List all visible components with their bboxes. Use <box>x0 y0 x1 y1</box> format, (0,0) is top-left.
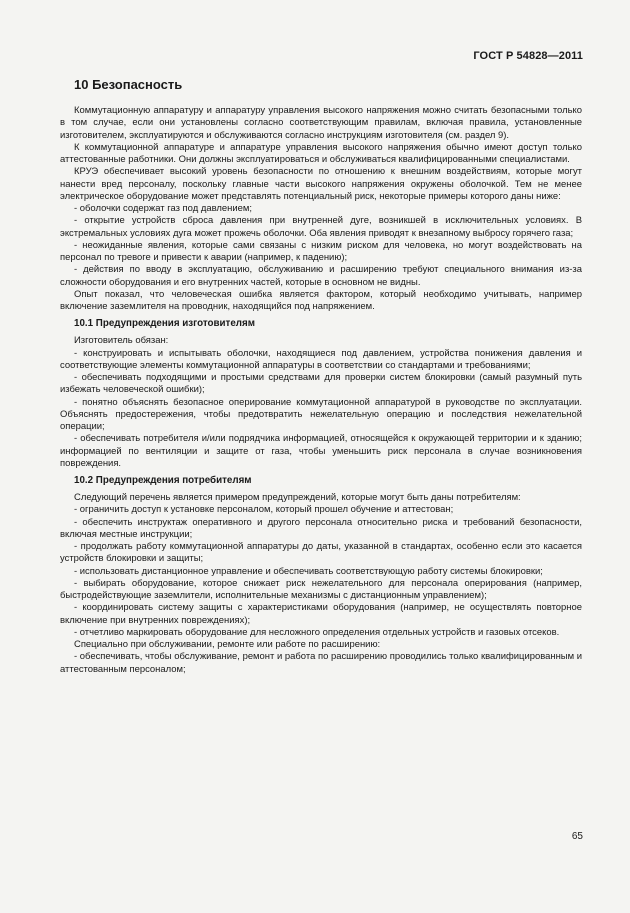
page-body <box>60 76 582 676</box>
list-item: - использовать дистанционное управление и обеспечивать соответствующую работу системы блокировки; <box>74 565 543 577</box>
list-item: - координировать систему защиты с характеристиками оборудования (например, не осуществлять повторное включение при внутренних повреждениях); <box>60 602 582 626</box>
list-item: - продолжать работу коммутационной аппаратуры до даты, указанной в стандартах, особенно если это касается устройств блокировки и защиты; <box>60 541 582 565</box>
list-item: - обеспечивать потребителя и/или подрядчика информацией, относящейся к окружающей территории и к зданию; информацией по вентиляции и защите от газа, чтобы уменьшить риск персонала в случае возникновения повреждения. <box>60 433 582 469</box>
subsection-text-users <box>60 492 582 676</box>
list-item: - обеспечивать, чтобы обслуживание, ремонт и работа по расширению проводились только квалифицированным и аттестованным персоналом; <box>60 651 582 675</box>
list-item: - обеспечивать подходящими и простыми средствами для проверки систем блокировки (самый разумный путь избежать человеческой ошибки); <box>60 372 582 396</box>
list-item: - обеспечить инструктаж оперативного и другого персонала относительно риска и требований безопасности, включая местные инструкции; <box>60 516 582 540</box>
list-item: - неожиданные явления, которые сами связаны с низким риском для человека, но могут воздействовать на персонал по тревоге и привести к аварии (например, к падению); <box>60 239 582 263</box>
page-number: 65 <box>571 831 583 842</box>
standard-header: ГОСТ Р 54828—2011 <box>473 50 583 62</box>
paragraph: Следующий перечень является примером предупреждений, которые могут быть даны потребителям: <box>74 492 521 503</box>
paragraph: Опыт показал, что человеческая ошибка является фактором, который необходимо учитывать, например включение заземлителя на проводник, находящийся под напряжением. <box>60 288 582 312</box>
section-text <box>60 105 582 313</box>
list-item: - выбирать оборудование, которое снижает риск нежелательного для персонала оперирования (например, быстродействующие заземлители, исполнительные механизмы с дистанционным управлением); <box>60 577 582 601</box>
paragraph: Коммутационную аппаратуру и аппаратуру управления высокого напряжения можно считать безопасными только в том случае, если они установлены согласно соответствующим правилам, включая правила, установленные изготовителем, эксплуатируются и обслуживаются согласно инструкциям изготовителя (см. раздел 9). <box>60 105 582 141</box>
paragraph: К коммутационной аппаратуре и аппаратуре управления высокого напряжения обычно имеют доступ только аттестованные работники. Они должны эксплуатироваться и обслуживаться квалифицированными специалистами. <box>60 141 582 165</box>
subsection-title-users: 10.2 Предупреждения потребителям <box>74 475 252 486</box>
section-title: 10 Безопасность <box>74 77 183 92</box>
paragraph: КРУЭ обеспечивает высокий уровень безопасности по отношению к внешним воздействиям, которые могут нанести вред персоналу, поскольку главные части высокого напряжения окружены оболочкой. Тем не менее электрическое оборудование может представлять потенциальный риск, некоторые примеры которого даны ниже: <box>60 166 582 202</box>
list-item: - ограничить доступ к установке персоналом, который прошел обучение и аттестован; <box>74 504 454 516</box>
paragraph: Специально при обслуживании, ремонте или работе по расширению: <box>74 639 381 650</box>
list-item: - действия по вводу в эксплуатацию, обслуживанию и расширению требуют специального внимания из-за сложности оборудования и его внутренних частей, которые в основном не видны. <box>60 264 582 288</box>
paragraph: Изготовитель обязан: <box>74 335 169 347</box>
list-item: - конструировать и испытывать оболочки, находящиеся под давлением, устройства понижения давления и соответствующие элементы коммутационной аппаратуры в соответствии со стандартами и требованиями; <box>60 347 582 371</box>
list-item: - понятно объяснять безопасное оперирование коммутационной аппаратурой в руководстве по эксплуатации. Объяснять предостережения, чтобы предотвратить нежелательную операцию и последствия нежелательной операции; <box>60 396 582 432</box>
list-item: - открытие устройств сброса давления при внутренней дуге, возникшей в исключительных условиях. В экстремальных условиях дуга может прожечь оболочки. Оба явления приводят к внезапному выбросу горячего газа; <box>60 215 582 239</box>
list-item: - отчетливо маркировать оборудование для несложного определения отдельных устройств и газовых отсеков. <box>74 626 560 638</box>
list-item: - оболочки содержат газ под давлением; <box>74 203 252 214</box>
subsection-title-manufacturers: 10.1 Предупреждения изготовителям <box>74 318 255 330</box>
subsection-text-manufacturers <box>60 335 582 470</box>
